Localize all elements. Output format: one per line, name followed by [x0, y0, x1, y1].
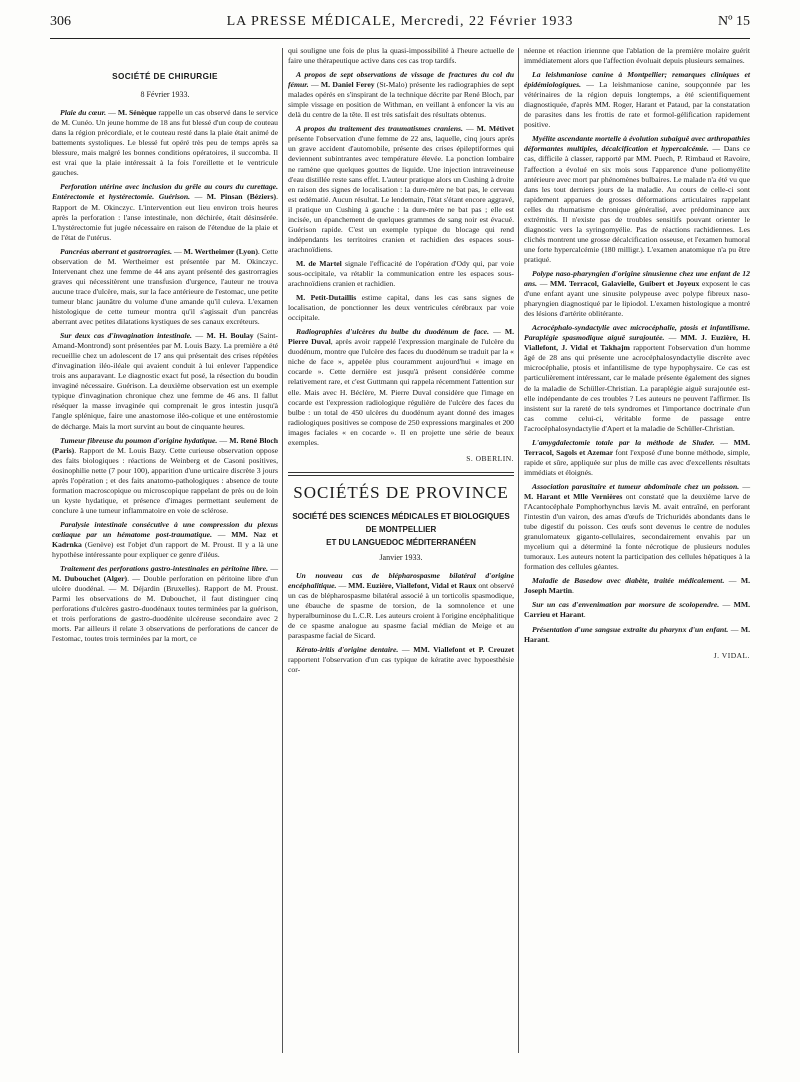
article-text: . [547, 634, 550, 644]
society-line: SOCIÉTÉ DES SCIENCES MÉDICALES ET BIOLOGIQUES [292, 511, 510, 521]
article-paragraph [288, 293, 514, 323]
article-title: Présentation d'une sangsue extraite du pharynx d'un enfant. [532, 624, 731, 634]
article-author: M. Dubouchet (Alger) [52, 574, 128, 584]
article-text: (Genève) est l'objet d'un rapport de M. Proust. Il y a là une hypothèse intéressante pour expliquer ce genre d'iléus. [52, 540, 278, 560]
article-paragraph [524, 70, 750, 130]
society-name [288, 510, 514, 549]
article-author: M. Métivet [476, 124, 515, 134]
article-author: M. Sénèque [117, 108, 157, 118]
society-line: DE MONTPELLIER [365, 524, 437, 534]
article-text: — La leishmaniose canine, soupçonnée par les vétérinaires de la région depuis longtemps, a été scientifiquement diagnostiquée, d'après MM. Roger, Harant et Pataud, par la constatation de parasites dans les frottis de rate et formol-gélification rapidement positive. [524, 80, 750, 130]
article-title: Sur un cas d'envenimation par morsure de scolopendre. [532, 600, 723, 610]
article-paragraph: Sur un cas d'envenimation par morsure de scolopendre. — MM. Carrieu et Harant. [524, 600, 750, 620]
article-paragraph [524, 134, 750, 265]
article-paragraph: Acrocéphalo-syndactylie avec microcéphalie, ptosis et infantilisme. Paraplégie spasmodique aiguë surajoutée. — MM. J. Euzière, H. Viallefont, J. Vidal et Takhajm rapportent l'observation d'un homme âgé de 28 ans qui présente une acrocéphalosyndactylie discrète avec microcéphalie, ptosis et infantilisme de type hypophysaire. Ce cas est particulièrement intéressant, car le malade présente également des signes de la maladie de Schüller-Christian. La paraplégie aiguë surajoutée est-elle indépendante de ces troubles ? Les auteurs ne peuvent l'affirmer. Ils insistent sur la rareté de tels syndromes et l'importance doctrinale d'un cas comme celui-ci, véritable forme de passage entre l'acrocéphalosyndactylie d'Apert et la maladie de Schüller-Christian. [524, 323, 751, 433]
article-text: rappelle un cas observé dans le service de M. Cunéo. Un jeune homme de 18 ans fut blessé d'un coup de couteau dans la région précordiale, et le couteau resté dans la plaie était animé de battements systoliques. Le blessé fut opéré très peu de temps après sa blessure, mais malgré les bonnes conditions opératoires, il succomba. Il est vrai que la plaie intéressait à la fois l'oreillette et le ventricule gauches. [52, 108, 278, 178]
article-text: font l'exposé d'une bonne méthode, simple, rapide et sûre, appliquée sur plus de mille cas avec d'excellents résultats immédiats et éloignés. [524, 447, 750, 477]
article-text: exposent le cas d'une enfant ayant une sinusite polypeuse avec polype fibreux naso-pharyngien diagnostiqué par le lipiodol. L'examen histologique a montré des lésions d'artérite oblitérante. [524, 279, 750, 319]
article-text: rapportent l'observation d'un cas typique de kératite avec hypoesthésie cor- [288, 655, 514, 675]
article-text: . Rapport de M. Louis Bazy. Cette curieuse observation oppose des faits biologiques : réactions de Weinberg et de Casoni positives, éosinophilie nette (7 pour 100), apparition d'une urticaire discrète 3 jours après l'opération ; et des faits anatomo-pathologiques : absence de toute formation macroscopique ou microscopique rappelant de près ou de loin un kyste hydatique, et présence d'images permettant seulement de conclure à une tumeur inflammatoire en voie de sclérose. [52, 445, 278, 515]
article-text: . [583, 610, 586, 620]
article-list [288, 70, 514, 448]
article-title: Acrocéphalo-syndactylie avec microcéphalie, ptosis et infantilisme. Paraplégie spasmodique aiguë surajoutée. [524, 323, 750, 343]
article-title: Maladie de Basedow avec diabète, traitée médicalement. [532, 576, 729, 586]
article-title: Kérato-iritis d'origine dentaire. [296, 645, 402, 655]
article-list [524, 70, 750, 645]
article-author: MM. J. Euzière, H. Viallefont, J. Vidal et Takhajm [524, 333, 751, 353]
article-author: M. Petit-Dutaillis [296, 293, 357, 303]
article-paragraph: Maladie de Basedow avec diabète, traitée médicalement. — M. Joseph Martin. [524, 576, 751, 596]
article-text: rapportent l'observation d'un homme âgé de 28 ans qui présente une acrocéphalosyndactylie discrète avec microcéphalie, ptosis et infantilisme de type hypophysaire. Ce cas est particulièrement intéressant, car le malade présente également des signes de la maladie de Schüller-Christian. La paraplégie aiguë surajoutée est-elle indépendante de ces troubles ? Les auteurs ne peuvent l'affirmer. Ils insistent sur la rareté de tels syndromes et l'importance doctrinale d'un cas comme celui-ci, véritable forme de passage entre l'acrocéphalosyndactylie d'Apert et la maladie de Schüller-Christian. [524, 343, 750, 433]
article-list [52, 108, 278, 644]
article-paragraph: Traitement des perforations gastro-intestinales en péritoine libre. — M. Dubouchet (Alger). — Double perforation en péritoine libre d'un ulcère duodénal. — M. Déjardin (Bruxelles). Rapport de M. Proust. Parmi les observations de M. Dubouchet, il faut distinguer cinq perforations d'ulcères gastro-duodénaux toutes terminées par la guérison, et trois perforations de gastro-duodénite ulcéreuse secondaire avec 2 morts. Par ailleurs il relate 3 observations de perforations de cancer de l'estomac, toutes trois terminées par la mort, ce [52, 564, 278, 644]
article-paragraph: Association parasitaire et tumeur abdominale chez un poisson. — M. Harant et Mlle Vernières ont constaté que la deuxième larve de l'Acantocéphale Pomphorhynchus lævis M. avait entraîné, en perforant l'intestin d'un vairon, des amas d'œufs de Trichuridés abondants dans le tube digestif du poisson. Ces œufs sont devenus le centre de nodules granulomateux giganto-cellulaires, secondairement envahis par un mycelium qui a déterminé la fonte nécrotique de plusieurs nodules tumoraux. Les auteurs notent la participation des cellules hépatiques à la formation des cellules géantes. [524, 481, 750, 572]
article-title: Paralysie intestinale consécutive à une compression du plexus cœliaque par un hématome post-traumatique. [52, 519, 278, 539]
article-paragraph: A propos de sept observations de vissage de fractures du col du fémur. — M. Daniel Ferey (St-Malo) présente les radiographies de sept malades opérés en s'inspirant de la technique décrite par René Bloch, par simple vissage en position de Withman, en veillant à enfoncer la vis au delà du centre de la tête. Il est très satisfait des résultats obtenus. [288, 70, 515, 120]
article-title: Plaie du cœur. [60, 108, 109, 118]
article-title: Perforation utérine avec inclusion du grêle au cours du curettage. Entérectomie et hystérectomie. Guérison. [52, 182, 278, 202]
article-title: La leishmaniose canine à Montpellier; remarques cliniques et épidémiologiques. [524, 70, 750, 90]
article-title: A propos de sept observations de vissage de fractures du col du fémur. [288, 70, 514, 90]
column-divider [282, 48, 283, 1053]
article-text: présente l'observation d'une femme de 22 ans, laquelle, cinq jours après un grave accident d'automobile, présente des crises épileptiformes qui deviennent subintrantes avec température élevée. La ponction lombaire ne ramène que quelques gouttes de liquide. Une injection intraveineuse d'eau distillée reste sans effet. L'auteur pratique alors un Cushing à droite en raison des signes de localisation : la dure-mère ne bat pas, le cerveau est œdématié. Aucun résultat. Le lendemain, l'état s'étant encore aggravé, il pratique un Cushing à gauche : la dure-mère ne bat pas ; elle est incisée, un épanchement de quelques grammes de sang noir est évacué. Guérison rapide. C'est un exemple typique du blocage qui rend indépendants les territoires cranien et rachidien des espaces sous-arachnoïdiens. [288, 134, 514, 254]
society-line: ET DU LANGUEDOC MÉDITERRANÉEN [326, 537, 476, 547]
article-author: MM. Carrieu et Harant [524, 600, 750, 620]
article-paragraph: Kérato-iritis d'origine dentaire. — MM. Viallefont et P. Creuzet rapportent l'observation d'un cas typique de kératite avec hypoesthésie cor- [288, 645, 514, 675]
article-paragraph: Tumeur fibreuse du poumon d'origine hydatique. — M. René Bloch (Paris). Rapport de M. Louis Bazy. Cette curieuse observation oppose des faits biologiques : réactions de Weinberg et de Casoni positives, éosinophilie nette (7 pour 100), apparition d'une urticaire discrète 3 jours après l'opération ; et des faits anatomo-pathologiques : absence de toute formation macroscopique ou microscopique rappelant de près ou de loin un kyste hydatique, et présence d'images permettant seulement de conclure à une tumeur inflammatoire en voie de sclérose. [52, 435, 279, 515]
article-text: signale l'efficacité de l'opération d'Ody qui, par voie sous-occipitale, va rétablir la communication entre les espaces sous-arachnoïdiens cranien et rachidien. [288, 258, 514, 289]
article-title: Polype naso-pharyngien d'origine sinusienne chez une enfant de 12 ans. [524, 268, 750, 289]
article-author: M. Harant et Mlle Vernières [524, 491, 623, 501]
article-author: M. H. Boulay [206, 331, 254, 341]
article-text: estime capital, dans les cas sans signes de localisation, de ponctionner les deux ventricules cérébraux par voie occipitale. [288, 293, 514, 323]
article-text: ont constaté que la deuxième larve de l'Acantocéphale Pomphorhynchus lævis M. avait entraîné, en perforant l'intestin d'un vairon, des amas d'œufs de Trichuridés abondants dans le tube digestif du poisson. Ces œufs sont devenus le centre de nodules granulomateux giganto-cellulaires, secondairement envahis par un mycelium qui a déterminé la fonte nécrotique de plusieurs nodules tumoraux. Les auteurs notent la participation des cellules hépatiques à la formation des cellules géantes. [524, 491, 750, 572]
article-paragraph: Perforation utérine avec inclusion du grêle au cours du curettage. Entérectomie et hystérectomie. Guérison. — M. Pinsan (Béziers). Rapport de M. Okinczyc. L'intervention eut lieu environ trois heures après la perforation : l'anse intestinale, non déchirée, était désinsérée. L'hystérectomie fut jugée nécessaire en raison de l'étendue de la plaie et de l'état de l'utérus. [52, 182, 278, 242]
issue-number: Nº 15 [718, 14, 750, 29]
article-paragraph [288, 259, 514, 289]
journal-title: LA PRESSE MÉDICALE, Mercredi, 22 Février 1933 [226, 14, 574, 29]
article-author: M. Harant [524, 624, 750, 644]
article-paragraph: Sur deux cas d'invagination intestinale. — M. H. Boulay (Saint-Amand-Montrond) sont présentées par M. Louis Bazy. La première a été recueillie chez un adolescent de 17 ans qui présentait des crises répétées d'invagination iléo-iléale qui avaient conduit à lui enlever l'appendice trois ans auparavant. Le diagnostic exact fut posé, la résection du boudin invaginé nécessaire. Guérison. La deuxième observation est un exemple typique d'invagination chronique chez une femme de 46 ans. Il fallut réséquer la masse invaginée qui comprenait le gros intestin jusqu'à l'angle splénique, faire une anastomose iléo-colique et une entérostomie de décharge. Mais la mort survint au bout de cinquante heures. [52, 331, 278, 431]
society-date: Janvier 1933. [379, 552, 423, 562]
continued-text: qui souligne une fois de plus la quasi-impossibilité à l'heure actuelle de faire une thérapeutique active dans ces cas trop tardifs. [288, 46, 514, 66]
article-text: ont observé un cas de blépharospasme bilatéral associé à un torticolis spasmodique, une ébauche de spasme de torsion, de la somnolence et une hyperalbuminose du L.C.R. Les auteurs croient à l'origine encéphalitique de ce spasme analogue au spasme facial médian de Meige et au paraspasme facial de Sicard. [288, 580, 515, 641]
article-title: A propos du traitement des traumatismes craniens. [296, 124, 466, 134]
article-title: Pancréas aberrant et gastrorragies. [60, 246, 174, 256]
article-author: MM. Terracol, Galavielle, Guibert et Joyeux [550, 279, 700, 289]
article-paragraph: A propos du traitement des traumatismes craniens. — M. Métivet présente l'observation d'une femme de 22 ans, laquelle, cinq jours après un grave accident d'automobile, présente des crises épileptiformes qui deviennent subintrantes avec température élevée. La ponction lombaire ne ramène que quelques gouttes de liquide. Une injection intraveineuse d'eau distillée reste sans effet. L'auteur pratique alors un Cushing à droite en raison des signes de localisation : la dure-mère ne bat pas, le cerveau est œdématié. Aucun résultat. Le lendemain, l'état s'étant encore aggravé, il pratique un Cushing à gauche : la dure-mère ne bat pas ; elle est incisée, un épanchement de quelques grammes de sang noir est évacué. Guérison rapide. C'est un exemple typique du blocage qui rend indépendants les territoires cranien et rachidien des espaces sous-arachnoïdiens. [288, 124, 515, 254]
signature: J. VIDAL. [713, 650, 750, 660]
article-title: Radiographies d'ulcères du bulbe du duodénum de face. [296, 327, 494, 337]
article-author: M. René Bloch (Paris) [52, 435, 279, 455]
article-title: Association parasitaire et tumeur abdominale chez un poisson. [532, 481, 743, 491]
article-author: M. Joseph Martin [524, 576, 751, 596]
article-paragraph: L'amygdalectomie totale par la méthode de Sluder. — MM. Terracol, Sagols et Azemar font l'exposé d'une bonne méthode, simple, rapide et sûre, appliquée sur plus de mille cas avec d'excellents résultats immédiats et éloignés. [524, 437, 751, 477]
article-paragraph: Plaie du cœur. — M. Sénèque rappelle un cas observé dans le service de M. Cunéo. Un jeune homme de 18 ans fut blessé d'un coup de couteau dans la région précordiale, et le couteau resté dans la plaie était animé de battements systoliques. Le blessé fut opéré très peu de temps après sa blessure, mais malgré les bonnes conditions opératoires, il succomba. Il est vrai que la plaie intéressait à la fois l'oreillette et le ventricule gauches. [52, 108, 278, 178]
section-heading: SOCIÉTÉ DE CHIRURGIE [112, 72, 218, 81]
article-text: — Dans ce cas, difficile à classer, rapporté par MM. Puech, P. Rimbaud et Ravoire, l'affection a évolué en six mois sous l'apparence d'une poliomyélite antérieure avec mort par phénomènes bulbaires. Le malade n'a été vu que dans les tout derniers jours de la maladie. Au cours de celle-ci sont rapidement apparues de grosses déformations articulaires rappelant celles du rhumatisme chronique généralisé, avec prédominance aux extrémités. Il n'existe pas de troubles sensitifs pouvant orienter le diagnostic vers la syringomyélie. Pas de réactions rachidiennes. Les clichés montrent une grosse décalcification osseuse, et l'examen humoral une forte hypercalcémie (180 milligr.). L'examen anatomique n'a pu être pratiqué. [524, 144, 750, 264]
article-text: . — Double perforation en péritoine libre d'un ulcère duodénal. — M. Déjardin (Bruxelles). Rapport de M. Proust. Parmi les observations de M. Dubouchet, il faut distinguer cinq perforations d'ulcères gastro-duodénaux toutes terminées par la guérison, et trois perforations de gastro-duodénite ulcéreuse secondaire avec 2 morts. Par ailleurs il relate 3 observations de perforations de cancer de l'estomac, toutes trois terminées par la mort, ce [52, 574, 278, 644]
article-author: M. Wertheimer (Lyon) [183, 246, 258, 256]
article-author: M. Daniel Ferey [320, 80, 375, 90]
article-paragraph: Un nouveau cas de blépharospasme bilatéral d'origine encéphalitique. — MM. Euzière, Viallefont, Vidal et Raux ont observé un cas de blépharospasme bilatéral associé à un torticolis spasmodique, une ébauche de spasme de torsion, de la somnolence et une hyperalbuminose du L.C.R. Les auteurs croient à l'origine encéphalitique de ce spasme analogue au spasme facial médian de Meige et au paraspasme facial de Sicard. [288, 570, 515, 641]
article-author: M. Pierre Duval [288, 327, 515, 347]
article-title: L'amygdalectomie totale par la méthode de Sluder. [532, 437, 721, 447]
article-title: Sur deux cas d'invagination intestinale. [60, 331, 196, 341]
section-date: 8 Février 1933. [140, 90, 190, 100]
article-text: (St-Malo) présente les radiographies de sept malades opérés en s'inspirant de la technique décrite par René Bloch, par simple vissage en position de Withman, en veillant à enfoncer la vis au delà du centre de la tête. Il est très satisfait des résultats obtenus. [288, 80, 515, 120]
column-2 [288, 46, 514, 679]
article-text: . Rapport de M. Okinczyc. L'intervention eut lieu environ trois heures après la perforation : l'anse intestinale, non déchirée, était désinsérée. L'hystérectomie fut jugée nécessaire en raison de l'étendue de la plaie et de l'état de l'utérus. [52, 192, 278, 242]
article-author: MM. Terracol, Sagols et Azemar [524, 437, 751, 457]
article-text: . Cette observation de M. Wertheimer est présentée par M. Okinczyc. Intervenant chez une femme de 44 ans ayant présenté des gastrorragies graves qui nécessitèrent une transfusion d'urgence, l'auteur ne trouva aucune trace d'ulcère, mais, sur la face antérieure de l'estomac, une petite tumeur blanc jaunâtre du volume d'une amande qu'il culeva. L'examen histologique de cette tumeur montra qu'il s'agissait d'un pancréas aberrant avec petites dilatations kystiques de ses canaux excréteurs. [52, 246, 278, 327]
article-author: M. Pinsan (Béziers) [206, 192, 277, 202]
article-text: (Saint-Amand-Montrond) sont présentées par M. Louis Bazy. La première a été recueillie chez un adolescent de 17 ans qui présentait des crises répétées d'invagination iléo-iléale qui avaient conduit à lui enlever l'appendice trois ans auparavant. Le diagnostic exact fut posé, la résection du boudin invaginé nécessaire. Guérison. La deuxième observation est un exemple typique d'invagination chronique chez une femme de 46 ans. Il fallut réséquer la masse invaginée qui comprenait le gros intestin jusqu'à l'angle splénique, faire une anastomose iléo-colique et une entérostomie de décharge. Mais la mort survint au bout de cinquante heures. [52, 331, 278, 431]
section-title: SOCIÉTÉS DE PROVINCE [293, 482, 509, 502]
article-author: MM. Naz et Kadrnka [52, 529, 278, 550]
page-header [50, 14, 750, 39]
column-1 [52, 46, 278, 648]
article-title: Myélite ascendante mortelle à évolution subaiguë avec arthropathies déformantes multiples, décalcification et hypercalcémie. [524, 134, 750, 154]
article-title: Tumeur fibreuse du poumon d'origine hydatique. [60, 435, 220, 445]
article-author: MM. Euzière, Viallefont, Vidal et Raux [348, 580, 477, 590]
article-paragraph: Paralysie intestinale consécutive à une compression du plexus cœliaque par un hématome post-traumatique. — MM. Naz et Kadrnka (Genève) est l'objet d'un rapport de M. Proust. Il y a là une hypothèse intéressante pour expliquer ce genre d'iléus. [52, 519, 278, 560]
article-author: MM. Viallefont et P. Creuzet [413, 645, 514, 655]
article-author: M. de Martel [296, 258, 342, 268]
double-rule [288, 472, 514, 476]
column-divider [518, 48, 519, 1053]
article-title: Traitement des perforations gastro-intestinales en péritoine libre. [60, 564, 271, 574]
column-3 [524, 46, 750, 669]
article-paragraph: Pancréas aberrant et gastrorragies. — M. Wertheimer (Lyon). Cette observation de M. Wertheimer est présentée par M. Okinczyc. Intervenant chez une femme de 44 ans ayant présenté des gastrorragies graves qui nécessitèrent une transfusion d'urgence, l'auteur ne trouva aucune trace d'ulcère, mais, sur la face antérieure de l'estomac, une petite tumeur blanc jaunâtre du volume d'une amande qu'il culeva. L'examen histologique de cette tumeur montra qu'il s'agissait d'un pancréas aberrant avec petites dilatations kystiques de ses canaux excréteurs. [52, 246, 278, 327]
article-text: . [572, 586, 574, 596]
continued-text: néenne et réaction iriennne que l'ablation de la première molaire guérit immédiatement alors que l'affection évoluait depuis plusieurs semaines. [524, 46, 750, 66]
article-list [288, 571, 514, 675]
article-paragraph: Polype naso-pharyngien d'origine sinusienne chez une enfant de 12 ans. — MM. Terracol, Galavielle, Guibert et Joyeux exposent le cas d'une enfant ayant une sinusite polypeuse avec polype fibreux naso-pharyngien diagnostiqué par le lipiodol. L'examen histologique a montré des lésions d'artérite oblitérante. [524, 268, 750, 319]
signature: S. OBERLIN. [466, 453, 514, 463]
article-title: Un nouveau cas de blépharospasme bilatéral d'origine encéphalitique. [288, 570, 514, 590]
article-paragraph: Présentation d'une sangsue extraite du pharynx d'un enfant. — M. Harant. [524, 624, 750, 644]
page-number: 306 [50, 14, 71, 29]
article-text: , après avoir rappelé l'expression marginale de l'ulcère du duodénum, montre que l'ulcère des faces du duodénum se traduit par la « niche de face », appelée plus couramment aujourd'hui « image en cocarde ». Cette dernière est jusqu'à présent considérée comme relativement rare, et c'est Guttmann qui rappela récemment l'attention sur elle. Mais avec H. Béclère, M. Pierre Duval considère que l'image en cocarde est l'expression radiologique régulière de l'ulcère des faces du bulbe : un total de 450 ulcères du duodénum ayant donné des images radiologiques positives se compose de 250 expressions marginales et 200 images faciales « en cocarde ». Il en projette une série de beaux exemples. [288, 337, 514, 447]
article-paragraph: Radiographies d'ulcères du bulbe du duodénum de face. — M. Pierre Duval, après avoir rappelé l'expression marginale de l'ulcère du duodénum, montre que l'ulcère des faces du duodénum se traduit par la « niche de face », appelée plus couramment aujourd'hui « image en cocarde ». Cette dernière est jusqu'à présent considérée comme relativement rare, et c'est Guttmann qui rappela récemment l'attention sur elle. Mais avec H. Béclère, M. Pierre Duval considère que l'image en cocarde est l'expression radiologique régulière de l'ulcère des faces du bulbe : un total de 450 ulcères du duodénum ayant donné des images radiologiques positives se compose de 250 expressions marginales et 200 images faciales « en cocarde ». Il en projette une série de beaux exemples. [288, 327, 515, 447]
